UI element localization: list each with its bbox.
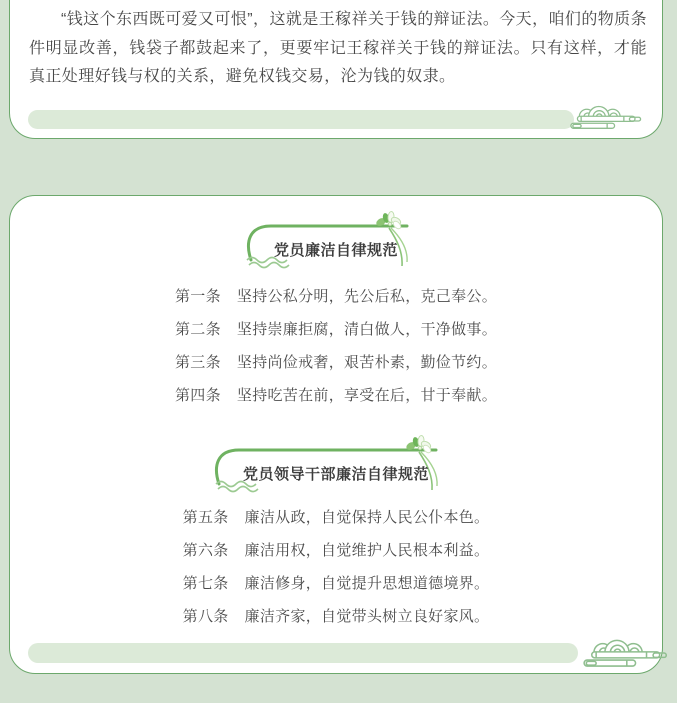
rule-item bbox=[10, 313, 662, 346]
auspicious-cloud-icon bbox=[583, 626, 675, 670]
rule-item bbox=[10, 379, 662, 412]
rules-card bbox=[9, 195, 663, 674]
rule-label: 第八条 bbox=[182, 608, 229, 625]
rule-label: 第七条 bbox=[182, 575, 229, 592]
divider-pill bbox=[28, 643, 578, 663]
rule-item bbox=[10, 534, 662, 567]
section-header-1 bbox=[10, 208, 662, 272]
rule-text: 廉洁修身，自觉提升思想道德境界。 bbox=[244, 575, 490, 592]
divider-pill bbox=[28, 110, 574, 129]
rule-text: 坚持尚俭戒奢，艰苦朴素，勤俭节约。 bbox=[236, 354, 497, 371]
rule-text: 坚持崇廉拒腐，清白做人，干净做事。 bbox=[236, 321, 497, 338]
rule-text: 廉洁齐家，自觉带头树立良好家风。 bbox=[244, 608, 490, 625]
rule-text: 廉洁从政，自觉保持人民公仆本色。 bbox=[244, 509, 490, 526]
rule-item bbox=[10, 346, 662, 379]
rule-text: 坚持吃苦在前，享受在后，甘于奉献。 bbox=[236, 387, 497, 404]
rule-item bbox=[10, 501, 662, 534]
intro-card bbox=[9, 0, 663, 139]
section-title: 党员领导干部廉洁自律规范 bbox=[242, 466, 429, 483]
section-title: 党员廉洁自律规范 bbox=[273, 242, 398, 259]
rule-label: 第三条 bbox=[174, 354, 221, 371]
rule-item bbox=[10, 567, 662, 600]
rule-item bbox=[10, 600, 662, 633]
rule-item bbox=[10, 280, 662, 313]
section-header-2 bbox=[10, 432, 662, 496]
rules-list-2 bbox=[10, 501, 662, 633]
rule-label: 第六条 bbox=[182, 542, 229, 559]
rule-text: 廉洁用权，自觉维护人民根本利益。 bbox=[244, 542, 490, 559]
rule-label: 第五条 bbox=[182, 509, 229, 526]
rule-label: 第四条 bbox=[174, 387, 221, 404]
rule-text: 坚持公私分明，先公后私，克己奉公。 bbox=[236, 288, 497, 305]
rule-label: 第一条 bbox=[174, 288, 221, 305]
rule-label: 第二条 bbox=[174, 321, 221, 338]
intro-paragraph: “钱这个东西既可爱又可恨”，这就是王稼祥关于钱的辩证法。今天，咱们的物质条件明显改善，钱袋子都鼓起来了，更要牢记王稼祥关于钱的辩证法。只有这样，才能真正处理好钱与权的关系，避免权钱交易，沦为钱的奴隶。 bbox=[29, 11, 647, 85]
auspicious-cloud-icon bbox=[570, 94, 648, 132]
rules-list-1 bbox=[10, 280, 662, 412]
